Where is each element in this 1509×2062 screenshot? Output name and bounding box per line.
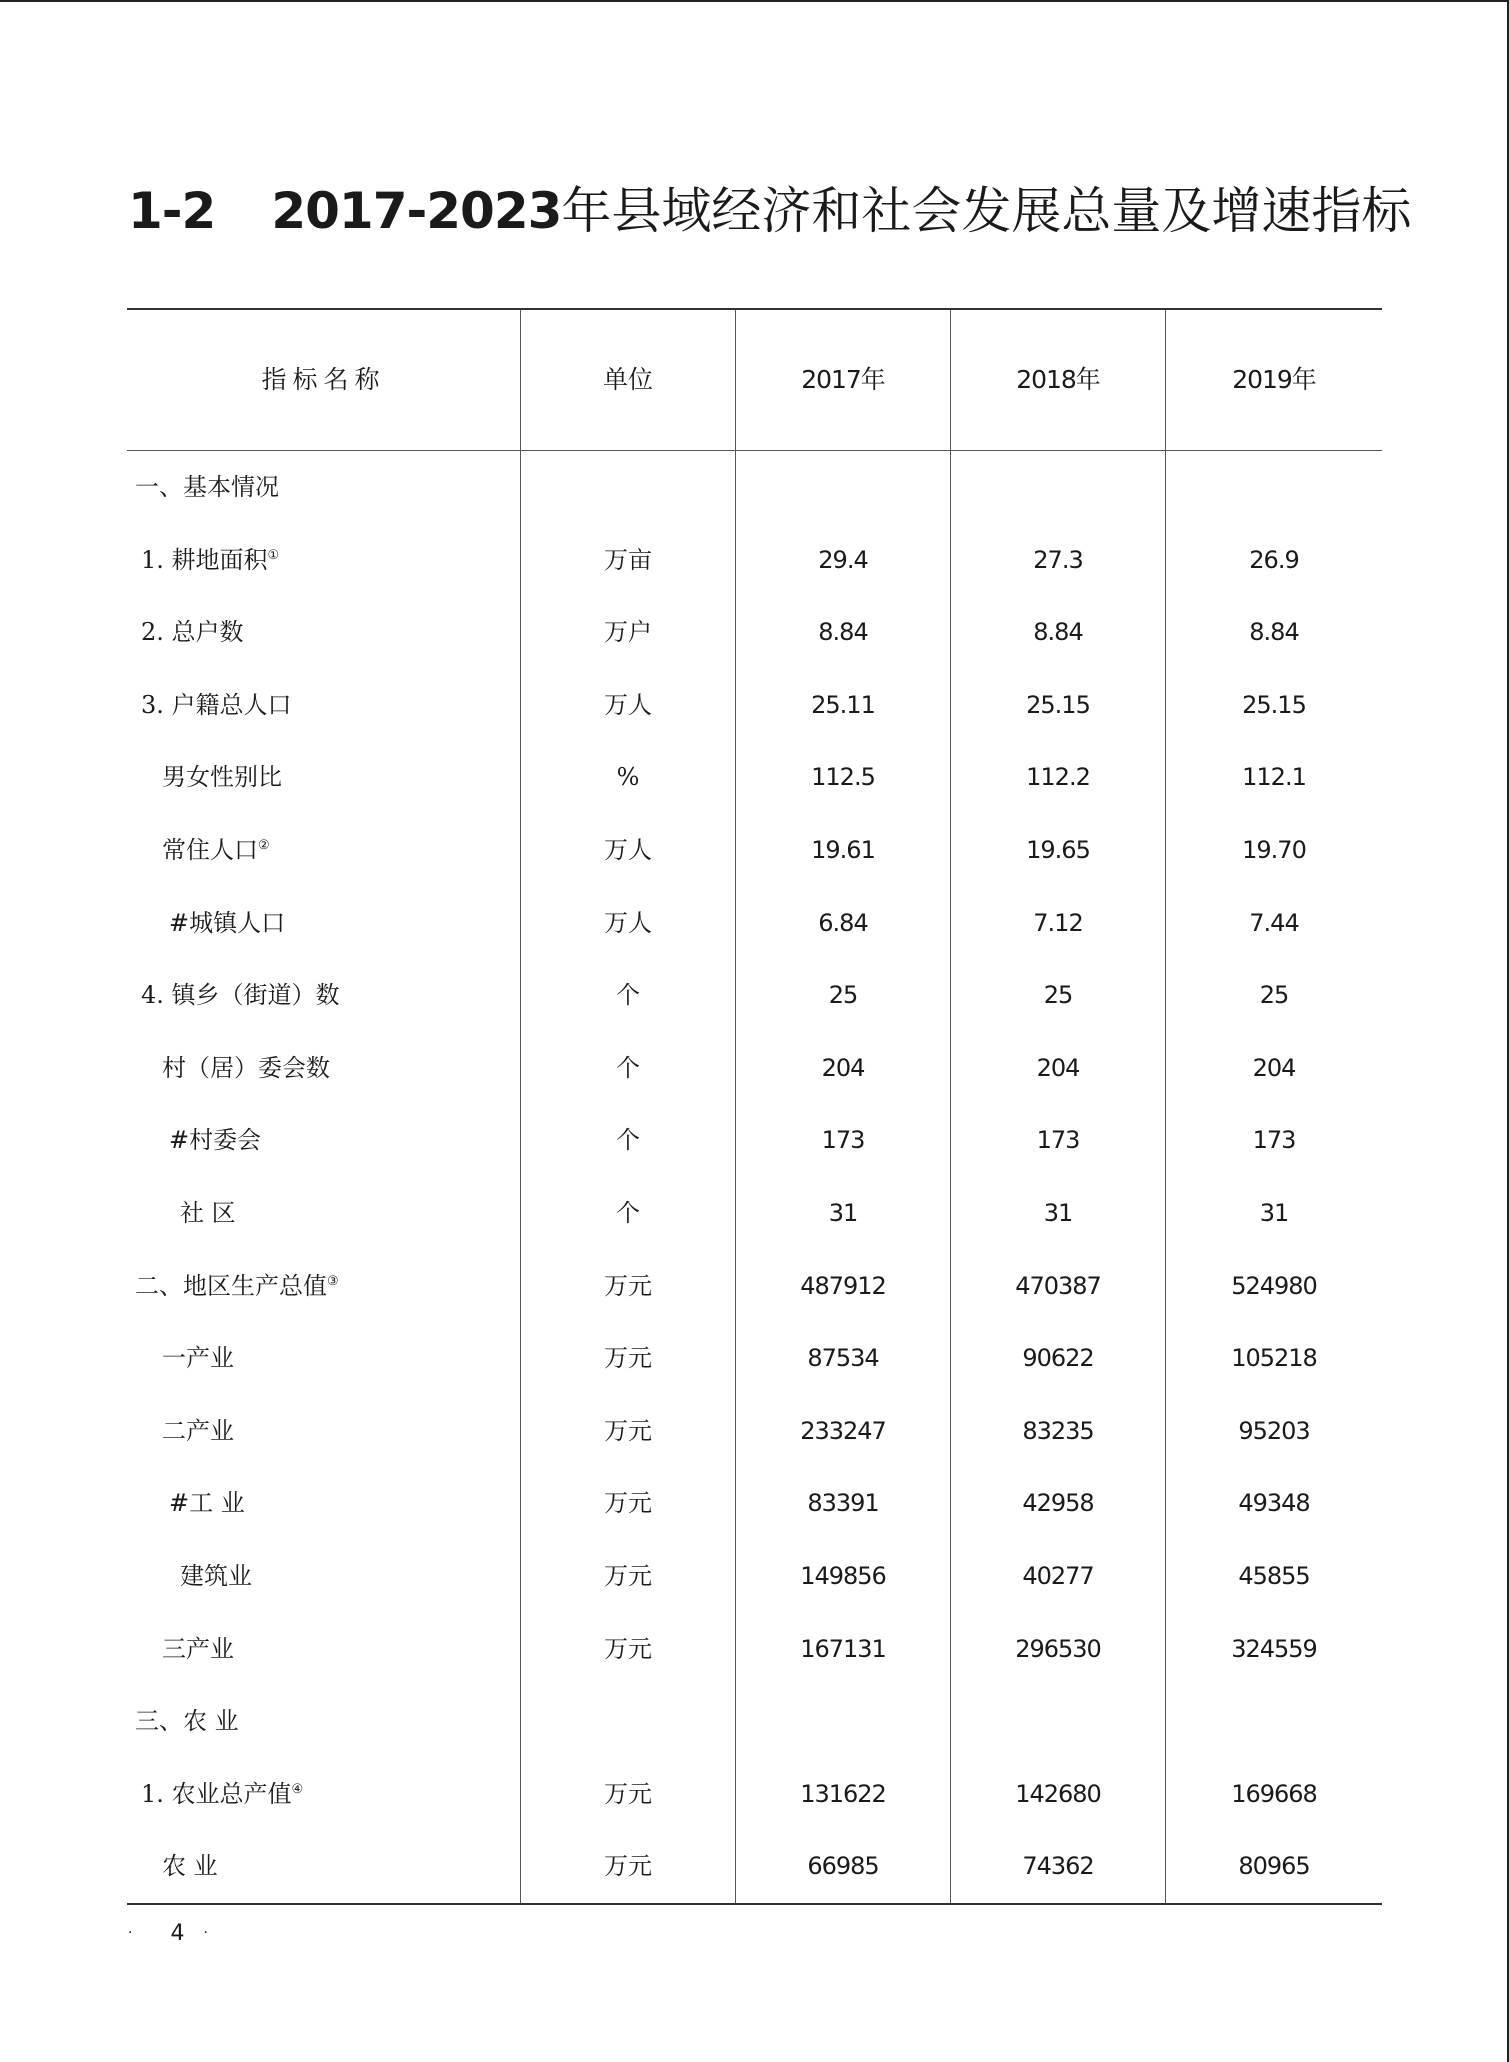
row-name-text: 常住人口 (162, 836, 258, 864)
row-unit: 万户 (604, 618, 652, 646)
row-name-text: 1. 农业总产值 (141, 1780, 292, 1808)
row-indicator-name (127, 1613, 555, 1685)
row-value-2019: 45855 (1238, 1562, 1310, 1590)
row-value-2017: 66985 (807, 1852, 879, 1880)
row-value-2017: 8.84 (818, 618, 868, 646)
row-unit: 万元 (604, 1852, 652, 1880)
footer-dot-left: · (128, 1925, 133, 1941)
row-name-text: 男女性别比 (162, 763, 282, 791)
row-unit: 万元 (604, 1272, 652, 1300)
row-name-text: 一、基本情况 (135, 473, 279, 501)
row-value-2019: 25.15 (1242, 691, 1306, 719)
row-name-text: #工 业 (169, 1489, 245, 1517)
row-indicator-name (127, 1250, 528, 1322)
row-value-2019: 26.9 (1249, 546, 1299, 574)
row-unit: 万元 (604, 1489, 652, 1517)
row-value-2018: 25 (1043, 981, 1073, 1009)
row-unit: 万人 (604, 691, 652, 719)
row-value-2019 (1166, 1685, 1382, 1757)
page-title (128, 176, 1412, 246)
row-value-2017: 31 (828, 1199, 858, 1227)
row-indicator-name (127, 741, 555, 813)
row-value-2018: 31 (1043, 1199, 1073, 1227)
row-unit: 万元 (604, 1562, 652, 1590)
row-unit: 万人 (604, 909, 652, 937)
row-unit (521, 1685, 735, 1757)
row-name-text: #村委会 (169, 1126, 262, 1154)
row-unit: 万元 (604, 1780, 652, 1808)
footer-dot-right: · (203, 1925, 208, 1941)
row-unit (521, 451, 735, 523)
row-unit: 个 (616, 1199, 640, 1227)
row-value-2018: 204 (1036, 1054, 1080, 1082)
row-indicator-name (127, 524, 534, 596)
row-value-2018: 27.3 (1033, 546, 1083, 574)
row-value-2019: 19.70 (1242, 836, 1306, 864)
row-value-2018: 25.15 (1026, 691, 1090, 719)
row-value-2018: 42958 (1022, 1489, 1094, 1517)
row-indicator-name (127, 1322, 555, 1394)
row-value-2017: 6.84 (818, 909, 868, 937)
row-value-2018: 7.12 (1033, 909, 1083, 937)
row-value-2019: 173 (1252, 1126, 1296, 1154)
row-indicator-name (127, 1395, 555, 1467)
row-indicator-name (127, 1104, 562, 1176)
row-name-text: 三产业 (162, 1635, 234, 1663)
row-name-text: 农 业 (162, 1852, 218, 1880)
row-value-2017 (736, 451, 950, 523)
row-value-2019: 31 (1259, 1199, 1289, 1227)
row-value-2019: 105218 (1231, 1344, 1317, 1372)
title-years: 2017-2023 (271, 182, 562, 240)
row-value-2017: 149856 (800, 1562, 886, 1590)
row-value-2019: 169668 (1231, 1780, 1317, 1808)
row-unit: 万人 (604, 836, 652, 864)
row-value-2017: 131622 (800, 1780, 886, 1808)
row-unit: % (616, 763, 640, 791)
row-value-2018 (951, 451, 1165, 523)
statistics-table (127, 308, 1382, 1905)
row-value-2019: 49348 (1238, 1489, 1310, 1517)
row-value-2019: 204 (1252, 1054, 1296, 1082)
row-indicator-name (127, 1032, 555, 1104)
footnote-marker: ④ (291, 1782, 304, 1797)
row-indicator-name (127, 1685, 528, 1757)
row-name-text: 4. 镇乡（街道）数 (141, 981, 340, 1009)
row-unit: 个 (616, 1054, 640, 1082)
page-number: 4 (170, 1921, 184, 1946)
footnote-marker: ① (267, 548, 280, 563)
row-unit: 个 (616, 1126, 640, 1154)
row-value-2019: 25 (1259, 981, 1289, 1009)
row-value-2018 (951, 1685, 1165, 1757)
row-value-2019 (1166, 451, 1382, 523)
row-indicator-name (127, 596, 534, 668)
row-name-text: #城镇人口 (169, 909, 286, 937)
row-unit: 万元 (604, 1344, 652, 1372)
row-unit: 万元 (604, 1417, 652, 1445)
row-unit: 万元 (604, 1635, 652, 1663)
row-value-2017: 167131 (800, 1635, 886, 1663)
row-value-2018: 90622 (1022, 1344, 1094, 1372)
row-indicator-name (127, 1758, 534, 1830)
row-name-text: 2. 总户数 (141, 618, 244, 646)
row-value-2019: 112.1 (1242, 763, 1306, 791)
row-value-2019: 95203 (1238, 1417, 1310, 1445)
row-name-text: 二、地区生产总值 (135, 1272, 327, 1300)
row-value-2019: 524980 (1231, 1272, 1317, 1300)
header-indicator-name: 指标名称 (261, 365, 386, 394)
row-value-2017: 25 (828, 981, 858, 1009)
footnote-marker: ③ (327, 1274, 339, 1289)
row-value-2017: 173 (821, 1126, 865, 1154)
row-indicator-name (127, 451, 528, 523)
row-value-2017: 204 (821, 1054, 865, 1082)
row-value-2018: 40277 (1022, 1562, 1094, 1590)
row-name-text: 建筑业 (180, 1562, 252, 1590)
row-name-text: 村（居）委会数 (162, 1054, 330, 1082)
row-name-text: 二产业 (162, 1417, 234, 1445)
row-value-2018: 74362 (1022, 1852, 1094, 1880)
row-value-2018: 8.84 (1033, 618, 1083, 646)
row-value-2017: 233247 (800, 1417, 886, 1445)
row-value-2019: 80965 (1238, 1852, 1310, 1880)
row-value-2019: 324559 (1231, 1635, 1317, 1663)
row-indicator-name (127, 1540, 573, 1612)
page-footer (128, 1916, 208, 1950)
footnote-marker: ② (258, 838, 270, 853)
row-value-2017 (736, 1685, 950, 1757)
header-year-2017: 2017年 (801, 365, 885, 394)
row-indicator-name (127, 959, 534, 1031)
row-value-2018: 112.2 (1026, 763, 1090, 791)
page-top-border (0, 0, 1509, 2)
row-value-2018: 142680 (1015, 1780, 1101, 1808)
row-name-text: 1. 耕地面积 (141, 546, 268, 574)
row-value-2019: 8.84 (1249, 618, 1299, 646)
row-indicator-name (127, 1830, 555, 1902)
row-value-2019: 7.44 (1249, 909, 1299, 937)
row-value-2017: 19.61 (811, 836, 875, 864)
row-unit: 万亩 (604, 546, 652, 574)
row-indicator-name (127, 1467, 562, 1539)
row-name-text: 3. 户籍总人口 (141, 691, 292, 719)
row-indicator-name (127, 669, 534, 741)
row-value-2017: 87534 (807, 1344, 879, 1372)
row-name-text: 社 区 (180, 1199, 236, 1227)
table-number: 1-2 (128, 182, 216, 240)
row-value-2018: 470387 (1015, 1272, 1101, 1300)
row-name-text: 一产业 (162, 1344, 234, 1372)
row-value-2018: 83235 (1022, 1417, 1094, 1445)
title-text: 年县域经济和社会发展总量及增速指标 (561, 182, 1412, 240)
row-value-2018: 173 (1036, 1126, 1080, 1154)
row-indicator-name (127, 887, 562, 959)
row-indicator-name (127, 1177, 573, 1249)
row-value-2017: 112.5 (811, 763, 875, 791)
row-value-2018: 296530 (1015, 1635, 1101, 1663)
row-value-2017: 25.11 (811, 691, 875, 719)
header-year-2019: 2019年 (1232, 365, 1316, 394)
header-unit: 单位 (602, 365, 653, 394)
row-value-2017: 487912 (800, 1272, 886, 1300)
row-indicator-name (127, 814, 555, 886)
row-name-text: 三、农 业 (135, 1707, 239, 1735)
row-unit: 个 (616, 981, 640, 1009)
header-year-2018: 2018年 (1016, 365, 1100, 394)
row-value-2018: 19.65 (1026, 836, 1090, 864)
row-value-2017: 83391 (807, 1489, 879, 1517)
row-value-2017: 29.4 (818, 546, 868, 574)
